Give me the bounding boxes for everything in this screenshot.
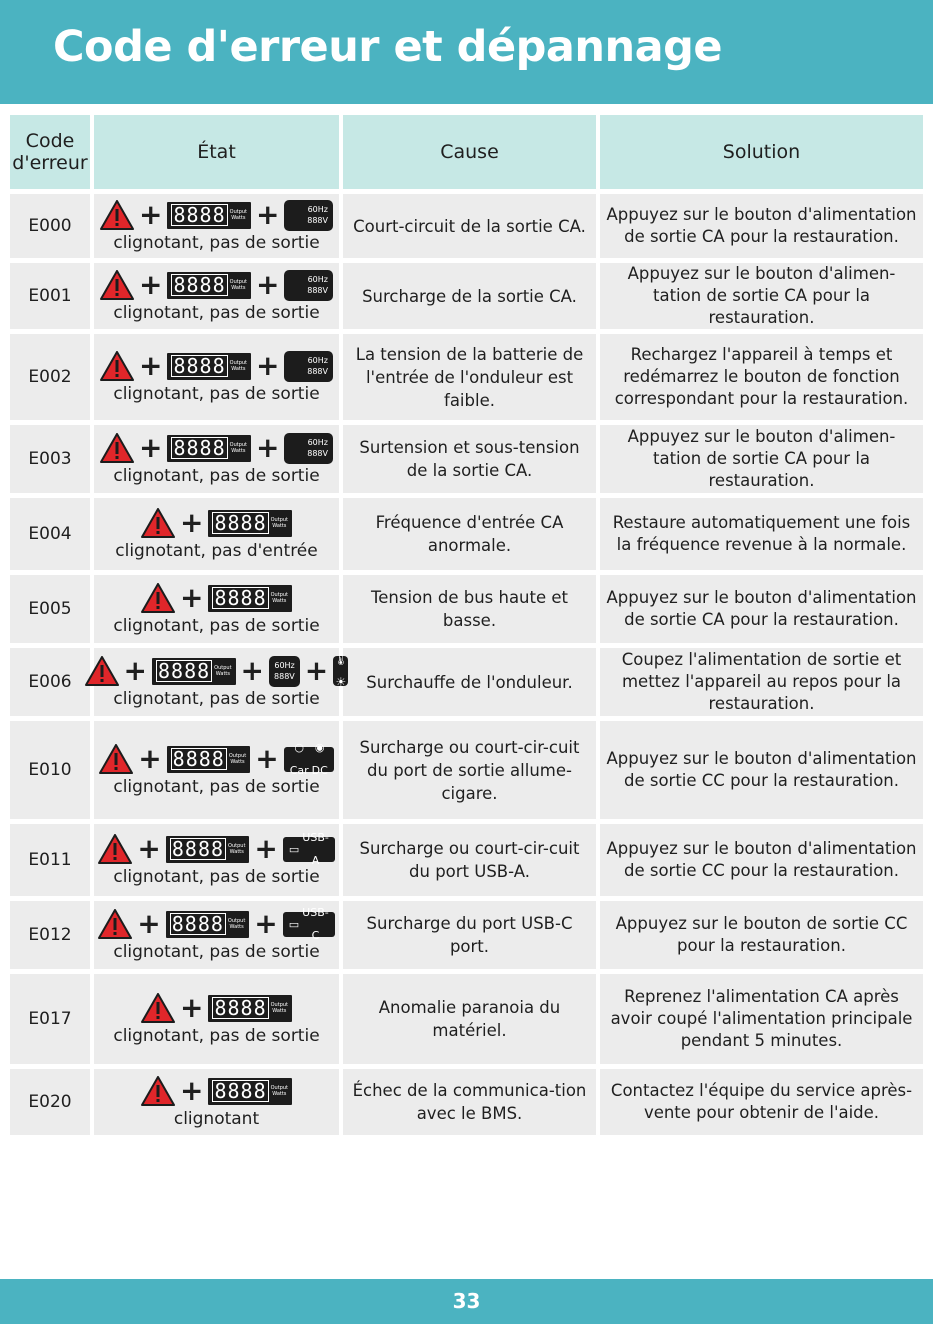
state-cell — [94, 263, 339, 329]
solution-cell: Appuyez sur le bouton d'alimentation de sortie CC pour la restauration. — [600, 721, 923, 819]
display-unit — [230, 209, 247, 221]
frequency-bottom: 888V — [274, 672, 295, 681]
table-row — [10, 901, 923, 969]
table-row — [10, 498, 923, 570]
frequency-display-icon — [284, 351, 333, 382]
display-unit-top: Output — [214, 665, 232, 671]
cause-cell: Surchauffe de l'onduleur. — [343, 648, 596, 716]
display-digits: 8888 — [172, 747, 225, 771]
error-code: E011 — [10, 824, 90, 896]
state-icons — [100, 1075, 333, 1107]
power-display-icon — [167, 353, 251, 380]
plus-sign: + — [139, 431, 163, 464]
display-digits: 8888 — [214, 996, 267, 1020]
plus-sign: + — [179, 991, 204, 1024]
display-unit — [271, 1085, 288, 1097]
cause-cell: Anomalie paranoia du matériel. — [343, 974, 596, 1064]
error-code-table — [6, 110, 927, 1140]
cause-cell: Court-circuit de la sortie CA. — [343, 194, 596, 258]
solution-cell: Restaure automatiquement une fois la fréquence revenue à la normale. — [600, 498, 923, 570]
display-unit-bottom: Watts — [272, 598, 287, 604]
header-state: État — [94, 115, 339, 189]
state-text: clignotant, pas de sortie — [113, 867, 320, 887]
state-icons — [100, 432, 333, 464]
frequency-top: 60Hz — [274, 661, 295, 670]
display-unit-bottom: Watts — [229, 849, 244, 855]
state-icons — [100, 269, 333, 301]
display-digits: 8888 — [214, 586, 267, 610]
state-text: clignotant, pas de sortie — [113, 466, 320, 486]
state-cell — [94, 194, 339, 258]
power-display-icon — [167, 746, 251, 773]
solution-cell: Contactez l'équipe du service après-vente pour obtenir de l'aide. — [600, 1069, 923, 1135]
table-row — [10, 824, 923, 896]
state-text: clignotant, pas d'entrée — [115, 541, 318, 561]
solution-cell: Appuyez sur le bouton d'alimentation de sortie CC pour la restauration. — [600, 824, 923, 896]
usb-c-port-icon — [283, 906, 335, 942]
car-text: Car — [289, 764, 309, 777]
error-code: E002 — [10, 334, 90, 420]
display-unit-top: Output — [270, 517, 288, 523]
display-digits: 8888 — [171, 837, 225, 861]
frequency-display-icon — [269, 656, 300, 687]
display-unit-top: Output — [227, 918, 246, 924]
error-code: E006 — [10, 648, 90, 716]
display-unit-bottom: Watts — [272, 1008, 287, 1014]
port-slot-icon: ▭ — [288, 842, 300, 856]
warning-icon — [85, 656, 119, 686]
state-icons — [100, 507, 333, 539]
state-cell — [94, 974, 339, 1064]
plus-sign: + — [304, 654, 329, 687]
display-unit — [271, 592, 288, 604]
page-number: 33 — [0, 1279, 933, 1324]
power-display-icon — [152, 658, 236, 685]
frequency-top: 60Hz — [307, 275, 328, 284]
plus-sign: + — [256, 198, 280, 231]
warning-icon — [100, 433, 134, 463]
display-unit — [229, 753, 246, 765]
usb-c-label: USB-C — [302, 906, 329, 942]
display-unit — [271, 1002, 288, 1014]
state-text: clignotant, pas de sortie — [113, 384, 320, 404]
table-row — [10, 263, 923, 329]
display-digits: 8888 — [173, 203, 226, 227]
table-header-row — [10, 115, 923, 189]
display-unit-bottom: Watts — [231, 448, 246, 454]
plus-sign: + — [254, 907, 278, 940]
display-unit-top: Output — [229, 442, 248, 448]
plus-sign: + — [179, 581, 204, 614]
state-cell — [94, 575, 339, 643]
display-unit — [271, 517, 288, 529]
power-display-icon — [167, 435, 251, 462]
error-code: E004 — [10, 498, 90, 570]
cause-cell: Tension de bus haute et basse. — [343, 575, 596, 643]
state-text: clignotant, pas de sortie — [113, 942, 320, 962]
state-text: clignotant — [173, 1109, 260, 1129]
display-unit-top: Output — [229, 360, 248, 366]
cause-cell: Surcharge du port USB-C port. — [343, 901, 596, 969]
frequency-display-icon — [284, 200, 333, 231]
state-cell — [94, 901, 339, 969]
state-icons — [100, 743, 333, 775]
warning-icon — [98, 909, 132, 939]
header-solution: Solution — [600, 115, 923, 189]
display-unit — [230, 279, 247, 291]
warning-icon — [100, 270, 134, 300]
solution-cell: Appuyez sur le bouton d'alimentation de sortie CA pour la restauration. — [600, 194, 923, 258]
power-display-icon — [167, 272, 251, 299]
state-cell — [94, 824, 339, 896]
display-unit-bottom: Watts — [231, 285, 246, 291]
frequency-bottom: 888V — [307, 216, 328, 225]
state-text: clignotant, pas de sortie — [113, 777, 320, 797]
plus-sign: + — [139, 349, 163, 382]
plus-sign: + — [240, 654, 265, 687]
solution-cell: Rechargez l'appareil à temps et redémarrez le bouton de fonction correspondant pour la restauration. — [600, 334, 923, 420]
display-unit-top: Output — [270, 1002, 288, 1008]
state-cell — [94, 334, 339, 420]
display-unit-top: Output — [228, 753, 247, 759]
display-unit-bottom: Watts — [272, 523, 287, 529]
warning-icon — [141, 1076, 175, 1106]
power-display-icon — [208, 510, 292, 537]
car-dc-port-icon — [284, 741, 334, 777]
display-unit-top: Output — [229, 279, 248, 285]
error-code: E010 — [10, 721, 90, 819]
table-row — [10, 648, 923, 716]
solution-cell: Reprenez l'alimentation CA après avoir coupé l'alimentation principale pendant 5 minutes. — [600, 974, 923, 1064]
table-body — [10, 194, 923, 1135]
state-icons — [100, 833, 333, 865]
display-digits: 8888 — [158, 659, 211, 683]
power-display-icon — [208, 1078, 292, 1105]
port-slot-icon: ▭ — [288, 917, 300, 931]
error-code: E012 — [10, 901, 90, 969]
display-digits: 8888 — [171, 912, 224, 936]
power-display-icon — [166, 911, 250, 938]
solution-cell: Appuyez sur le bouton de sortie CC pour la restauration. — [600, 901, 923, 969]
display-unit-bottom: Watts — [215, 671, 230, 677]
error-code: E005 — [10, 575, 90, 643]
state-icons — [100, 652, 349, 689]
display-digits: 8888 — [214, 511, 267, 535]
warning-icon — [141, 508, 175, 538]
state-text: clignotant, pas de sortie — [113, 233, 320, 253]
cause-cell: Fréquence d'entrée CA anormale. — [343, 498, 596, 570]
solution-cell: Appuyez sur le bouton d'alimen-tation de sortie CA pour la restauration. — [600, 263, 923, 329]
cause-cell: Surcharge ou court-cir-cuit du port de sortie allume-cigare. — [343, 721, 596, 819]
power-display-icon — [166, 836, 250, 863]
plus-sign: + — [256, 268, 280, 301]
state-cell — [94, 498, 339, 570]
display-unit-top: Output — [229, 209, 248, 215]
state-text: clignotant, pas de sortie — [113, 616, 320, 636]
cause-cell: Surtension et sous-tension de la sortie CA. — [343, 425, 596, 493]
car-label: ○ Car — [289, 741, 309, 777]
cause-cell: Surcharge de la sortie CA. — [343, 263, 596, 329]
frequency-bottom: 888V — [307, 449, 328, 458]
dc-text: DC — [311, 764, 328, 777]
warning-icon — [100, 351, 134, 381]
state-text: clignotant, pas de sortie — [113, 1026, 320, 1046]
plus-sign: + — [254, 832, 278, 865]
solution-cell: Appuyez sur le bouton d'alimentation de sortie CA pour la restauration. — [600, 575, 923, 643]
error-code: E017 — [10, 974, 90, 1064]
frequency-top: 60Hz — [307, 438, 328, 447]
error-code: E001 — [10, 263, 90, 329]
state-icons — [100, 350, 333, 382]
frequency-display-icon — [284, 270, 333, 301]
plus-sign: + — [123, 654, 147, 687]
display-unit-bottom: Watts — [229, 924, 244, 930]
table-row — [10, 721, 923, 819]
display-unit — [228, 843, 245, 855]
display-digits: 8888 — [214, 1079, 267, 1103]
frequency-top: 60Hz — [307, 356, 328, 365]
state-cell — [94, 648, 349, 716]
frequency-bottom: 888V — [307, 367, 328, 376]
solution-cell: Coupez l'alimentation de sortie et mettez l'appareil au repos pour la restauration. — [600, 648, 923, 716]
page-title: Code d'erreur et dépannage — [53, 22, 723, 72]
display-unit-top: Output — [270, 1085, 288, 1091]
table-row — [10, 425, 923, 493]
plus-sign: + — [138, 742, 162, 775]
plus-sign: + — [137, 907, 161, 940]
display-unit-bottom: Watts — [272, 1091, 287, 1097]
display-unit-bottom: Watts — [231, 215, 246, 221]
solution-cell: Appuyez sur le bouton d'alimen-tation de sortie CA pour la restauration. — [600, 425, 923, 493]
plus-sign: + — [255, 742, 279, 775]
power-display-icon — [208, 995, 292, 1022]
header-code: Code d'erreur — [10, 115, 90, 189]
table-row — [10, 575, 923, 643]
warning-icon — [99, 744, 133, 774]
state-cell — [94, 1069, 339, 1135]
header-cause: Cause — [343, 115, 596, 189]
cause-cell: La tension de la batterie de l'entrée de l'onduleur est faible. — [343, 334, 596, 420]
plus-sign: + — [179, 506, 204, 539]
plus-sign: + — [179, 1074, 204, 1107]
display-digits: 8888 — [173, 436, 226, 460]
state-icons — [100, 199, 333, 231]
display-digits: 8888 — [173, 354, 226, 378]
state-text: clignotant, pas de sortie — [113, 689, 320, 709]
plus-sign: + — [256, 349, 280, 382]
table-row — [10, 974, 923, 1064]
frequency-display-icon — [284, 433, 333, 464]
display-digits: 8888 — [173, 273, 226, 297]
error-code: E020 — [10, 1069, 90, 1135]
page-header — [0, 0, 933, 104]
plus-sign: + — [139, 268, 163, 301]
display-unit-bottom: Watts — [231, 366, 246, 372]
warning-icon — [100, 200, 134, 230]
error-code: E000 — [10, 194, 90, 258]
cause-cell: Échec de la communica-tion avec le BMS. — [343, 1069, 596, 1135]
table-row — [10, 1069, 923, 1135]
state-icons — [100, 582, 333, 614]
state-text: clignotant, pas de sortie — [113, 303, 320, 323]
table-row — [10, 334, 923, 420]
display-unit-top: Output — [228, 843, 246, 849]
display-unit — [230, 442, 247, 454]
usb-a-port-icon — [283, 831, 335, 867]
display-unit-top: Output — [270, 592, 288, 598]
power-display-icon — [208, 585, 292, 612]
thermometer-icon: 🌡☀ — [333, 652, 349, 689]
display-unit — [230, 360, 247, 372]
dc-label: ◉ DC — [311, 741, 328, 777]
state-icons — [100, 992, 333, 1024]
frequency-bottom: 888V — [307, 286, 328, 295]
error-code: E003 — [10, 425, 90, 493]
warning-icon — [141, 993, 175, 1023]
state-cell — [94, 721, 339, 819]
plus-sign: + — [139, 198, 163, 231]
power-display-icon — [167, 202, 251, 229]
frequency-top: 60Hz — [307, 205, 328, 214]
table-row — [10, 194, 923, 258]
warning-icon — [98, 834, 132, 864]
usb-a-label: USB-A — [302, 831, 329, 867]
display-unit — [228, 918, 245, 930]
state-icons — [100, 908, 333, 940]
state-cell — [94, 425, 339, 493]
display-unit — [214, 665, 231, 677]
warning-icon — [141, 583, 175, 613]
plus-sign: + — [137, 832, 161, 865]
plus-sign: + — [256, 431, 280, 464]
display-unit-bottom: Watts — [230, 759, 245, 765]
cause-cell: Surcharge ou court-cir-cuit du port USB-A. — [343, 824, 596, 896]
